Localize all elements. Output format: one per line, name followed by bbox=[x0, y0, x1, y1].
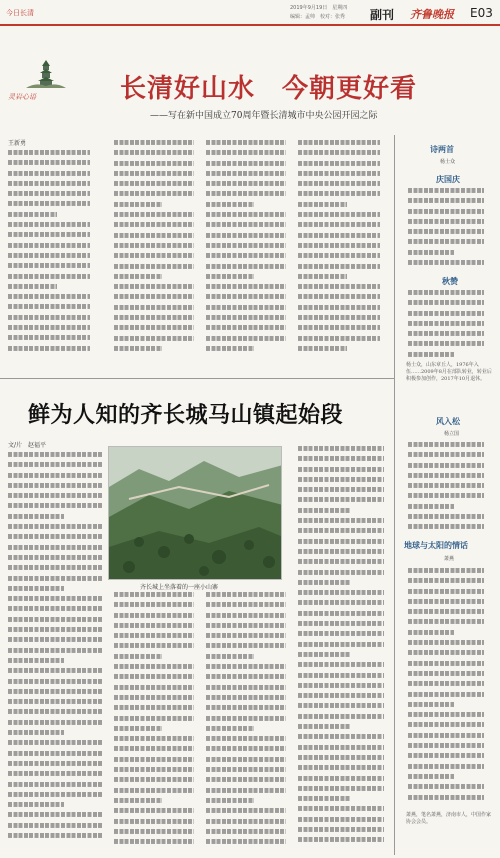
text-line bbox=[206, 808, 286, 813]
text-line bbox=[114, 705, 194, 710]
text-line bbox=[114, 336, 194, 341]
text-line bbox=[114, 191, 194, 196]
text-line bbox=[206, 150, 286, 155]
mountain-landscape-image bbox=[109, 447, 282, 580]
text-line bbox=[8, 346, 90, 351]
text-line bbox=[206, 212, 286, 217]
text-line bbox=[114, 664, 194, 669]
text-line bbox=[408, 352, 454, 357]
text-line bbox=[114, 829, 194, 834]
text-line bbox=[298, 693, 384, 698]
text-line bbox=[114, 777, 194, 782]
text-line bbox=[408, 250, 454, 255]
text-line bbox=[8, 606, 102, 611]
text-line bbox=[206, 798, 254, 803]
article2-body-col1 bbox=[8, 452, 102, 852]
text-line bbox=[298, 652, 350, 657]
text-line bbox=[298, 508, 350, 513]
text-line bbox=[114, 685, 194, 690]
text-line bbox=[206, 705, 286, 710]
text-line bbox=[8, 637, 102, 642]
text-line bbox=[114, 798, 162, 803]
text-line bbox=[298, 600, 384, 605]
text-line bbox=[408, 341, 484, 346]
text-line bbox=[114, 839, 194, 844]
author-bio-2: 萧燕，笔名萧燕，济南市人，中国作家协会会员。 bbox=[406, 812, 492, 825]
text-line bbox=[114, 253, 194, 258]
text-line bbox=[114, 633, 194, 638]
text-line bbox=[206, 674, 286, 679]
editors-line: 编辑：孟帅 校对：张秀 bbox=[290, 14, 346, 20]
text-line bbox=[8, 627, 102, 632]
text-line bbox=[8, 253, 90, 258]
text-line bbox=[206, 284, 286, 289]
text-line bbox=[8, 740, 102, 745]
text-line bbox=[114, 284, 194, 289]
text-line bbox=[114, 171, 194, 176]
text-line bbox=[298, 346, 347, 351]
text-line bbox=[408, 578, 484, 583]
text-line bbox=[114, 150, 194, 155]
text-line bbox=[298, 181, 380, 186]
text-line bbox=[8, 462, 102, 467]
text-line bbox=[114, 202, 162, 207]
text-line bbox=[298, 294, 380, 299]
text-line bbox=[298, 642, 384, 647]
text-line bbox=[298, 724, 350, 729]
text-line bbox=[8, 771, 102, 776]
text-line bbox=[206, 202, 254, 207]
text-line bbox=[298, 150, 380, 155]
article1-byline: 王新勇 bbox=[8, 140, 27, 147]
text-line bbox=[114, 757, 194, 762]
text-line bbox=[114, 736, 194, 741]
article1-body-col3 bbox=[206, 140, 286, 358]
article2-body-col3 bbox=[206, 592, 286, 852]
text-line bbox=[8, 232, 90, 237]
text-line bbox=[8, 658, 64, 663]
text-line bbox=[206, 746, 286, 751]
text-line bbox=[8, 534, 102, 539]
text-line bbox=[114, 274, 162, 279]
text-line bbox=[408, 493, 484, 498]
text-line bbox=[206, 726, 254, 731]
text-line bbox=[298, 305, 380, 310]
text-line bbox=[114, 315, 194, 320]
text-line bbox=[114, 819, 194, 824]
text-line bbox=[8, 555, 102, 560]
text-line bbox=[408, 198, 484, 203]
text-line bbox=[408, 483, 484, 488]
text-line bbox=[206, 253, 286, 258]
text-line bbox=[114, 325, 194, 330]
text-line bbox=[8, 699, 102, 704]
text-line bbox=[298, 827, 384, 832]
poem-author-5: 萧燕 bbox=[444, 556, 455, 562]
text-line bbox=[114, 716, 194, 721]
article2-body-col2 bbox=[114, 592, 194, 852]
text-line bbox=[298, 336, 380, 341]
article2-body-col4 bbox=[298, 446, 384, 852]
text-line bbox=[298, 755, 384, 760]
text-line bbox=[114, 346, 162, 351]
text-line bbox=[8, 586, 64, 591]
text-line bbox=[114, 613, 194, 618]
column-divider bbox=[394, 135, 395, 855]
text-line bbox=[408, 733, 484, 738]
text-line bbox=[298, 786, 384, 791]
text-line bbox=[8, 730, 64, 735]
poem-body-4 bbox=[408, 442, 484, 532]
poem-title-5: 地球与太阳的情话 bbox=[404, 540, 468, 550]
text-line bbox=[8, 576, 102, 581]
text-line bbox=[8, 751, 102, 756]
text-line bbox=[206, 171, 286, 176]
text-line bbox=[298, 673, 384, 678]
text-line bbox=[408, 589, 484, 594]
text-line bbox=[206, 716, 286, 721]
text-line bbox=[298, 477, 384, 482]
text-line bbox=[298, 274, 347, 279]
text-line bbox=[298, 243, 380, 248]
text-line bbox=[114, 140, 194, 145]
photo-caption: 齐长城上坐落着的一座小山寨 bbox=[140, 584, 219, 591]
poem-author-1: 杨士众 bbox=[440, 159, 456, 165]
text-line bbox=[206, 757, 286, 762]
page-header bbox=[0, 0, 500, 26]
text-line bbox=[206, 767, 286, 772]
article2-byline: 文/片 赵福平 bbox=[8, 442, 47, 449]
article2-photo bbox=[108, 446, 282, 580]
newspaper-logo: 齐鲁晚报 bbox=[410, 8, 454, 21]
text-line bbox=[408, 753, 484, 758]
text-line bbox=[114, 222, 194, 227]
text-line bbox=[408, 630, 454, 635]
text-line bbox=[8, 545, 102, 550]
text-line bbox=[408, 795, 484, 800]
article1-body-col2 bbox=[114, 140, 194, 358]
text-line bbox=[8, 335, 90, 340]
text-line bbox=[8, 315, 90, 320]
text-line bbox=[114, 592, 194, 597]
text-line bbox=[408, 514, 484, 519]
text-line bbox=[408, 504, 454, 509]
text-line bbox=[408, 568, 484, 573]
text-line bbox=[8, 833, 102, 838]
text-line bbox=[114, 808, 194, 813]
text-line bbox=[8, 823, 102, 828]
article1-body-col4 bbox=[298, 140, 380, 358]
text-line bbox=[206, 315, 286, 320]
text-line bbox=[8, 284, 57, 289]
text-line bbox=[408, 331, 484, 336]
text-line bbox=[408, 219, 484, 224]
page-number: E03 bbox=[470, 6, 493, 20]
text-line bbox=[8, 503, 102, 508]
poem-body-2 bbox=[408, 188, 484, 268]
text-line bbox=[8, 720, 102, 725]
text-line bbox=[298, 467, 384, 472]
text-line bbox=[298, 161, 380, 166]
text-line bbox=[206, 222, 286, 227]
article1-subtitle: ——写在新中国成立70周年暨长清城市中央公园开园之际 bbox=[150, 111, 378, 121]
text-line bbox=[298, 212, 380, 217]
text-line bbox=[114, 767, 194, 772]
text-line bbox=[114, 161, 194, 166]
pagoda-icon bbox=[26, 60, 66, 88]
text-line bbox=[408, 473, 484, 478]
text-line bbox=[298, 745, 384, 750]
text-line bbox=[8, 761, 102, 766]
text-line bbox=[298, 765, 384, 770]
text-line bbox=[206, 788, 286, 793]
text-line bbox=[408, 784, 484, 789]
text-line bbox=[8, 171, 90, 176]
text-line bbox=[408, 290, 484, 295]
author-bio-1: 杨士众，山东章丘人，1976年入伍……2009年8月在部队转业，转业后积极参加创作，2017年10月退休。 bbox=[406, 362, 492, 382]
article1-body-col1 bbox=[8, 150, 90, 358]
text-line bbox=[8, 191, 90, 196]
text-line bbox=[8, 514, 64, 519]
text-line bbox=[8, 493, 102, 498]
text-line bbox=[298, 683, 384, 688]
text-line bbox=[298, 446, 384, 451]
text-line bbox=[8, 689, 102, 694]
text-line bbox=[8, 263, 90, 268]
text-line bbox=[206, 613, 286, 618]
poem-author-4: 杨立国 bbox=[444, 431, 460, 437]
text-line bbox=[114, 623, 194, 628]
text-line bbox=[114, 305, 194, 310]
text-line bbox=[8, 325, 90, 330]
text-line bbox=[408, 764, 484, 769]
text-line bbox=[206, 695, 286, 700]
section-name: 今日长清 bbox=[6, 9, 34, 17]
text-line bbox=[408, 229, 484, 234]
text-line bbox=[298, 171, 380, 176]
text-line bbox=[8, 792, 102, 797]
text-line bbox=[408, 712, 484, 717]
text-line bbox=[206, 736, 286, 741]
text-line bbox=[114, 674, 194, 679]
poem-title-3: 秋赞 bbox=[442, 276, 458, 286]
text-line bbox=[298, 796, 350, 801]
text-line bbox=[206, 233, 286, 238]
text-line bbox=[114, 788, 194, 793]
text-line bbox=[298, 325, 380, 330]
text-line bbox=[298, 590, 384, 595]
text-line bbox=[8, 452, 102, 457]
text-line bbox=[408, 524, 484, 529]
text-line bbox=[8, 201, 90, 206]
text-line bbox=[114, 695, 194, 700]
text-line bbox=[298, 456, 384, 461]
text-line bbox=[408, 599, 484, 604]
text-line bbox=[206, 161, 286, 166]
text-line bbox=[8, 473, 102, 478]
text-line bbox=[408, 743, 484, 748]
text-line bbox=[298, 631, 384, 636]
text-line bbox=[114, 602, 194, 607]
text-line bbox=[408, 650, 484, 655]
text-line bbox=[8, 243, 90, 248]
text-line bbox=[298, 539, 384, 544]
text-line bbox=[206, 181, 286, 186]
text-line bbox=[8, 212, 57, 217]
text-line bbox=[206, 305, 286, 310]
text-line bbox=[8, 150, 90, 155]
text-line bbox=[206, 140, 286, 145]
text-line bbox=[206, 829, 286, 834]
text-line bbox=[8, 524, 102, 529]
text-line bbox=[8, 160, 90, 165]
text-line bbox=[8, 304, 90, 309]
text-line bbox=[298, 222, 380, 227]
text-line bbox=[408, 774, 454, 779]
text-line bbox=[206, 264, 286, 269]
section-divider bbox=[0, 378, 394, 379]
text-line bbox=[206, 191, 286, 196]
fukan-label: 副刊 bbox=[370, 8, 395, 22]
text-line bbox=[114, 654, 162, 659]
text-line bbox=[298, 315, 380, 320]
text-line bbox=[114, 726, 162, 731]
text-line bbox=[408, 452, 484, 457]
text-line bbox=[206, 623, 286, 628]
text-line bbox=[206, 664, 286, 669]
text-line bbox=[114, 294, 194, 299]
text-line bbox=[206, 633, 286, 638]
text-line bbox=[114, 243, 194, 248]
poem-title-2: 庆国庆 bbox=[436, 174, 460, 184]
text-line bbox=[408, 463, 484, 468]
text-line bbox=[206, 654, 254, 659]
column-logo bbox=[8, 60, 83, 100]
text-line bbox=[298, 703, 384, 708]
text-line bbox=[114, 233, 194, 238]
text-line bbox=[8, 596, 102, 601]
text-line bbox=[206, 325, 286, 330]
text-line bbox=[8, 565, 102, 570]
text-line bbox=[114, 212, 194, 217]
poem-body-5 bbox=[408, 568, 484, 808]
text-line bbox=[298, 497, 384, 502]
text-line bbox=[298, 518, 384, 523]
issue-date: 2019年9月19日 星期四 bbox=[290, 5, 348, 11]
text-line bbox=[206, 243, 286, 248]
text-line bbox=[8, 709, 102, 714]
text-line bbox=[298, 264, 380, 269]
text-line bbox=[114, 643, 194, 648]
text-line bbox=[298, 734, 384, 739]
text-line bbox=[298, 140, 380, 145]
column-name: 灵岩心语 bbox=[8, 93, 36, 101]
text-line bbox=[408, 702, 454, 707]
text-line bbox=[408, 609, 484, 614]
text-line bbox=[408, 661, 484, 666]
text-line bbox=[298, 611, 384, 616]
text-line bbox=[8, 483, 102, 488]
text-line bbox=[298, 528, 384, 533]
text-line bbox=[8, 782, 102, 787]
text-line bbox=[298, 487, 384, 492]
text-line bbox=[8, 294, 90, 299]
text-line bbox=[206, 819, 286, 824]
text-line bbox=[408, 722, 484, 727]
text-line bbox=[206, 602, 286, 607]
text-line bbox=[298, 837, 384, 842]
text-line bbox=[206, 685, 286, 690]
text-line bbox=[298, 549, 384, 554]
text-line bbox=[298, 714, 384, 719]
text-line bbox=[206, 643, 286, 648]
text-line bbox=[298, 570, 384, 575]
text-line bbox=[8, 648, 102, 653]
text-line bbox=[408, 640, 484, 645]
text-line bbox=[298, 806, 384, 811]
text-line bbox=[8, 812, 102, 817]
text-line bbox=[298, 776, 384, 781]
text-line bbox=[8, 617, 102, 622]
text-line bbox=[298, 621, 384, 626]
text-line bbox=[408, 619, 484, 624]
text-line bbox=[8, 668, 102, 673]
text-line bbox=[298, 233, 380, 238]
text-line bbox=[408, 442, 484, 447]
poem-body-3 bbox=[408, 290, 484, 360]
text-line bbox=[206, 777, 286, 782]
text-line bbox=[408, 260, 484, 265]
text-line bbox=[8, 274, 90, 279]
text-line bbox=[408, 321, 484, 326]
text-line bbox=[408, 239, 484, 244]
text-line bbox=[114, 264, 194, 269]
text-line bbox=[114, 181, 194, 186]
text-line bbox=[408, 671, 484, 676]
text-line bbox=[408, 692, 484, 697]
text-line bbox=[298, 191, 380, 196]
article2-title: 鲜为人知的齐长城马山镇起始段 bbox=[28, 402, 344, 428]
text-line bbox=[408, 311, 484, 316]
text-line bbox=[8, 222, 90, 227]
poem-title-4: 风入松 bbox=[436, 416, 460, 426]
text-line bbox=[298, 284, 380, 289]
text-line bbox=[8, 181, 90, 186]
poem-title-1: 诗两首 bbox=[430, 144, 454, 154]
text-line bbox=[298, 253, 380, 258]
text-line bbox=[298, 580, 350, 585]
text-line bbox=[298, 662, 384, 667]
article1-title: 长清好山水 今朝更好看 bbox=[120, 74, 418, 104]
text-line bbox=[408, 209, 484, 214]
text-line bbox=[206, 346, 254, 351]
text-line bbox=[206, 274, 254, 279]
text-line bbox=[298, 817, 384, 822]
text-line bbox=[298, 559, 384, 564]
text-line bbox=[206, 294, 286, 299]
text-line bbox=[114, 746, 194, 751]
text-line bbox=[206, 839, 286, 844]
text-line bbox=[298, 202, 347, 207]
text-line bbox=[408, 681, 484, 686]
text-line bbox=[408, 188, 484, 193]
text-line bbox=[8, 679, 102, 684]
text-line bbox=[8, 802, 64, 807]
text-line bbox=[206, 336, 286, 341]
text-line bbox=[206, 592, 286, 597]
text-line bbox=[408, 300, 484, 305]
